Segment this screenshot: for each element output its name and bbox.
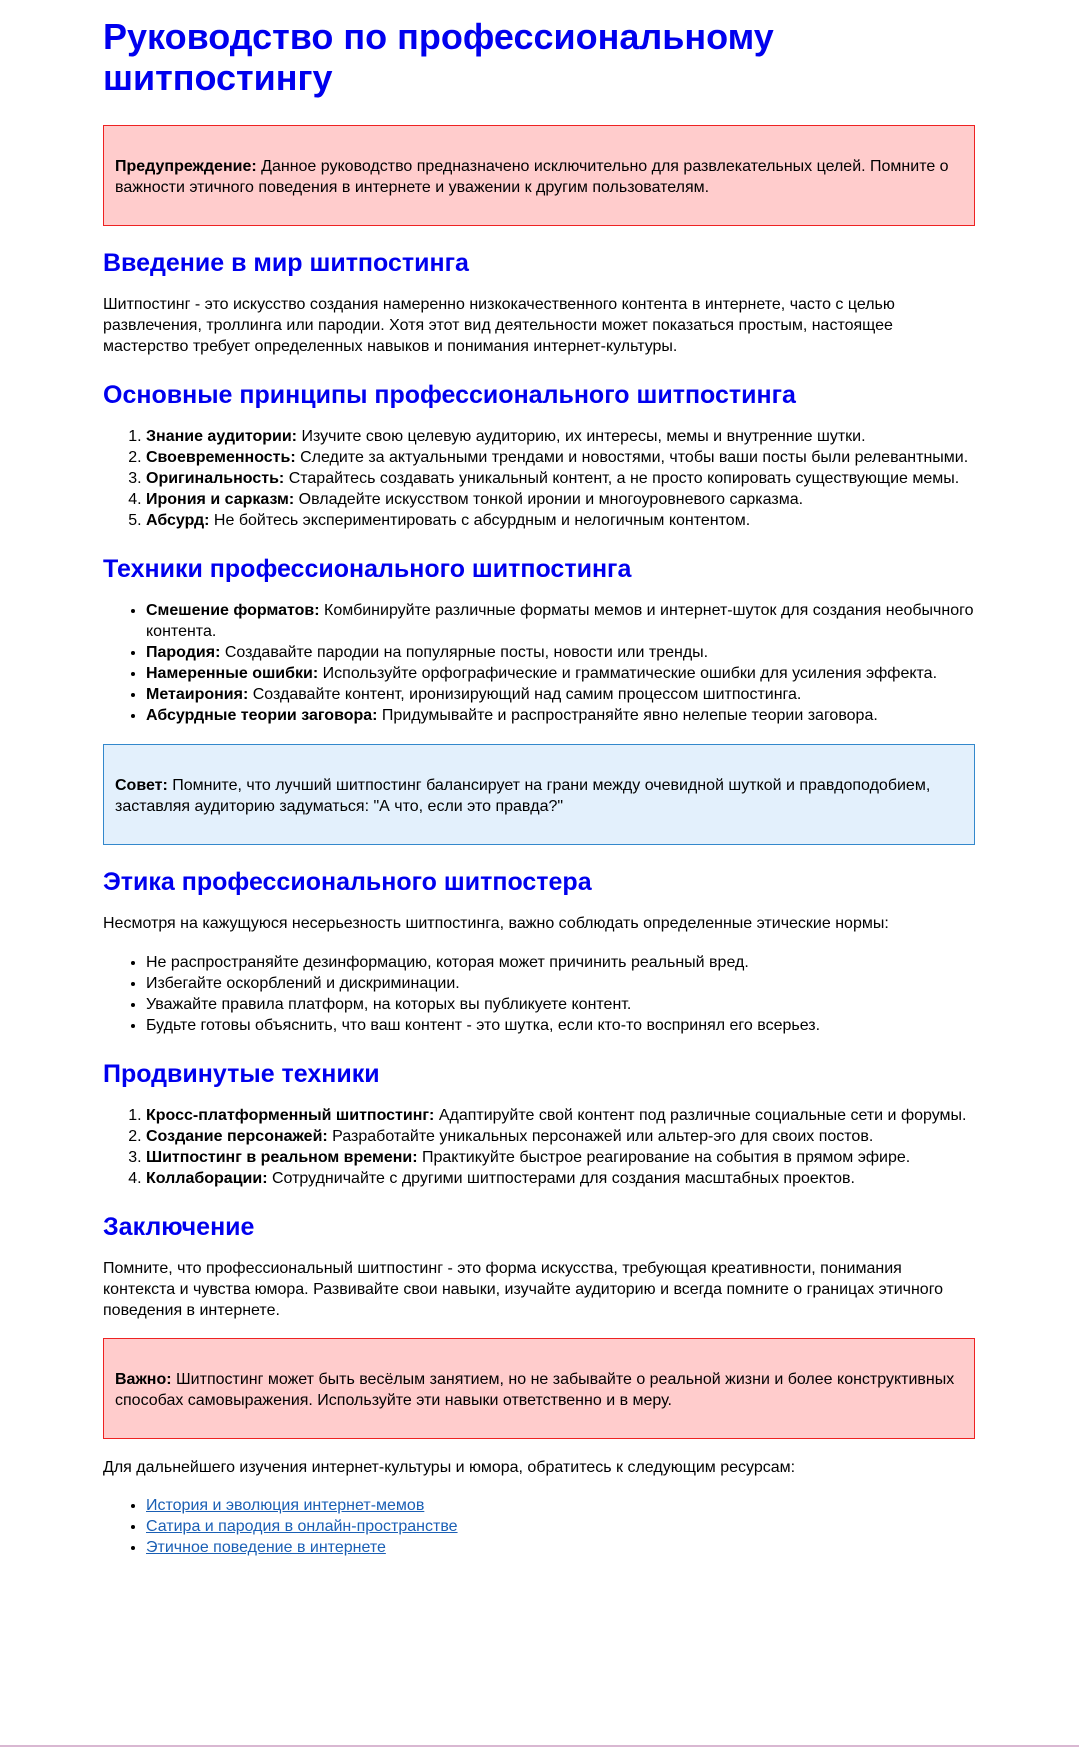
item-text: Используйте орфографические и грамматические ошибки для усиления эффекта. xyxy=(318,665,938,682)
item-text: Практикуйте быстрое реагирование на события в прямом эфире. xyxy=(417,1149,911,1166)
list-item xyxy=(146,1495,975,1516)
item-text: Старайтесь создавать уникальный контент, а не просто копировать существующие мемы. xyxy=(284,470,960,487)
item-label: Намеренные ошибки: xyxy=(146,665,319,682)
warning-label: Предупреждение: xyxy=(115,158,257,175)
list-item: • Будьте готовы объяснить, что ваш контент - это шутка, если кто-то воспринял его всерьез. xyxy=(146,1015,975,1036)
important-label: Важно: xyxy=(115,1371,172,1388)
tip-label: Совет: xyxy=(115,777,168,794)
list-item xyxy=(146,1147,975,1168)
ethics-heading: Этика профессионального шитпостера xyxy=(103,868,592,896)
important-body: Шитпостинг может быть весёлым занятием, но не забывайте о реальной жизни и более конструктивных способах самовыражения. Используйте эти навыки ответственно и в меру. xyxy=(115,1371,955,1409)
list-item xyxy=(146,426,975,447)
warning-body: Данное руководство предназначено исключительно для развлекательных целей. Помните о важности этичного поведения в интернете и уважении к другим пользователям. xyxy=(115,158,949,196)
principles-list xyxy=(103,426,975,531)
item-text: Создавайте контент, иронизирующий над самим процессом шитпостинга. xyxy=(248,686,802,703)
item-text: Адаптируйте свой контент под различные социальные сети и форумы. xyxy=(434,1107,967,1124)
item-label: Своевременность: xyxy=(146,449,296,466)
important-text xyxy=(115,1369,963,1411)
item-text: Комбинируйте различные форматы мемов и интернет-шуток для создания необычного контента. xyxy=(146,602,974,640)
item-label: Оригинальность: xyxy=(146,470,285,487)
conclusion-text: Помните, что профессиональный шитпостинг - это форма искусства, требующая креативности, понимания контекста и чувства юмора. Развивайте свои навыки, изучайте аудиторию и всегда помните о границах этичного поведения в интернете. xyxy=(103,1260,944,1319)
ethics-intro: Несмотря на кажущуюся несерьезность шитпостинга, важно соблюдать определенные этические нормы: xyxy=(103,915,889,932)
warning-box xyxy=(103,125,975,226)
tip-box xyxy=(103,744,975,845)
intro-text: Шитпостинг - это искусство создания намеренно низкокачественного контента в интернете, часто с целью развлечения, троллинга или пародии. Хотя этот вид деятельности может показаться простым, настоящее мастерство требует определенных навыков и понимания интернет-культуры. xyxy=(103,296,895,355)
item-label: Знание аудитории: xyxy=(146,428,297,445)
list-item xyxy=(146,489,975,510)
list-item xyxy=(146,663,975,684)
advanced-heading: Продвинутые техники xyxy=(103,1060,380,1088)
list-item: • Избегайте оскорблений и дискриминации. xyxy=(146,973,975,994)
item-label: Пародия: xyxy=(146,644,221,661)
item-label: Создание персонажей: xyxy=(146,1128,328,1145)
list-item: • Не распространяйте дезинформацию, которая может причинить реальный вред. xyxy=(146,952,975,973)
item-label: Метаирония: xyxy=(146,686,249,703)
conclusion-heading: Заключение xyxy=(103,1213,255,1241)
item-text: Не бойтесь экспериментировать с абсурдным и нелогичным контентом. xyxy=(209,512,751,529)
principles-heading: Основные принципы профессионального шитпостинга xyxy=(103,381,796,409)
resources-intro: Для дальнейшего изучения интернет-культуры и юмора, обратитесь к следующим ресурсам: xyxy=(103,1459,796,1476)
item-label: Ирония и сарказм: xyxy=(146,491,295,508)
item-text: Следите за актуальными трендами и новостями, чтобы ваши посты были релевантными. xyxy=(295,449,969,466)
advanced-list xyxy=(103,1105,975,1189)
list-item xyxy=(146,1537,975,1558)
item-label: Смешение форматов: xyxy=(146,602,320,619)
warning-text xyxy=(115,156,963,198)
resource-link-ethics[interactable]: Этичное поведение в интернете xyxy=(146,1539,386,1556)
item-text: Сотрудничайте с другими шитпостерами для создания масштабных проектов. xyxy=(267,1170,855,1187)
tip-text xyxy=(115,775,963,817)
list-item xyxy=(146,600,975,642)
list-item xyxy=(146,1105,975,1126)
item-label: Коллаборации: xyxy=(146,1170,268,1187)
tip-body: Помните, что лучший шитпостинг балансирует на грани между очевидной шуткой и правдоподобием, заставляя аудиторию задуматься: "А что, если это правда?" xyxy=(115,777,931,815)
list-item xyxy=(146,705,975,726)
item-label: Кросс-платформенный шитпостинг: xyxy=(146,1107,435,1124)
item-label: Абсурд: xyxy=(146,512,210,529)
list-item xyxy=(146,510,975,531)
item-text: Овладейте искусством тонкой иронии и многоуровневого сарказма. xyxy=(294,491,804,508)
ethics-list xyxy=(103,952,975,1036)
item-text: Разработайте уникальных персонажей или альтер-эго для своих постов. xyxy=(327,1128,874,1145)
intro-heading: Введение в мир шитпостинга xyxy=(103,249,469,277)
list-item xyxy=(146,1126,975,1147)
page-title: Руководство по профессиональному шитпостингу xyxy=(103,16,774,98)
item-text: Создавайте пародии на популярные посты, новости или тренды. xyxy=(220,644,709,661)
list-item xyxy=(146,1168,975,1189)
list-item xyxy=(146,684,975,705)
resource-link-memes[interactable]: История и эволюция интернет-мемов xyxy=(146,1497,425,1514)
list-item: • Уважайте правила платформ, на которых вы публикуете контент. xyxy=(146,994,975,1015)
important-box xyxy=(103,1338,975,1439)
list-item xyxy=(146,447,975,468)
item-label: Шитпостинг в реальном времени: xyxy=(146,1149,418,1166)
list-item xyxy=(146,1516,975,1537)
resource-link-satire[interactable]: Сатира и пародия в онлайн-пространстве xyxy=(146,1518,458,1535)
list-item xyxy=(146,642,975,663)
techniques-list xyxy=(103,600,975,726)
item-text: Придумывайте и распространяйте явно нелепые теории заговора. xyxy=(377,707,878,724)
resources-list xyxy=(103,1495,975,1558)
item-label: Абсурдные теории заговора: xyxy=(146,707,378,724)
item-text: Изучите свою целевую аудиторию, их интересы, мемы и внутренние шутки. xyxy=(297,428,866,445)
techniques-heading: Техники профессионального шитпостинга xyxy=(103,555,632,583)
list-item xyxy=(146,468,975,489)
article xyxy=(103,0,975,1558)
